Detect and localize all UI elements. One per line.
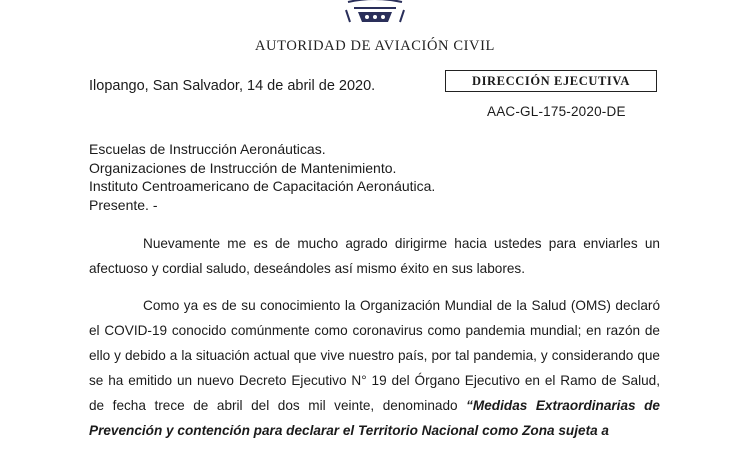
paragraph-text: Como ya es de su conocimiento la Organización Mundial de la Salud (OMS) declaró el COVID-19 conocido comúnmente como coronavirus como pandemia mundial; en razón de ello y debido a la situación actual que vive nuestro país, por tal pandemia, y considerando que se ha emitido un nuevo Decreto Ejecutivo N° 19 del Órgano Ejecutivo en el Ramo de Salud, de fecha trece de abril del dos mil veinte, denominado xyxy=(89,298,660,413)
body-paragraph: Nuevamente me es de mucho agrado dirigirme hacia ustedes para enviarles un afectuoso y cordial saludo, deseándoles así mismo éxito en sus labores. xyxy=(89,236,660,276)
direction-box xyxy=(445,70,657,92)
decree-title-emphasis: “Medidas Extraordinarias de Prevención y contención para declarar el Territorio Nacional como Zona sujeta a xyxy=(89,398,660,438)
recipient-line: Instituto Centroamericano de Capacitación Aeronáutica. xyxy=(89,178,436,194)
reference-number: AAC-GL-175-2020-DE xyxy=(487,104,626,119)
body-paragraph xyxy=(89,293,660,443)
direction-label: DIRECCIÓN EJECUTIVA xyxy=(471,73,631,88)
authority-seal-emblem xyxy=(340,0,410,26)
place-date: Ilopango, San Salvador, 14 de abril de 2020. xyxy=(89,78,376,94)
recipient-line: Presente. - xyxy=(89,196,158,213)
authority-name: AUTORIDAD DE AVIACIÓN CIVIL xyxy=(254,38,495,54)
recipients-block xyxy=(89,140,435,214)
letter-body xyxy=(89,231,660,455)
recipient-line: Escuelas de Instrucción Aeronáuticas. xyxy=(89,141,326,157)
recipient-line: Organizaciones de Instrucción de Mantenimiento. xyxy=(89,159,397,176)
